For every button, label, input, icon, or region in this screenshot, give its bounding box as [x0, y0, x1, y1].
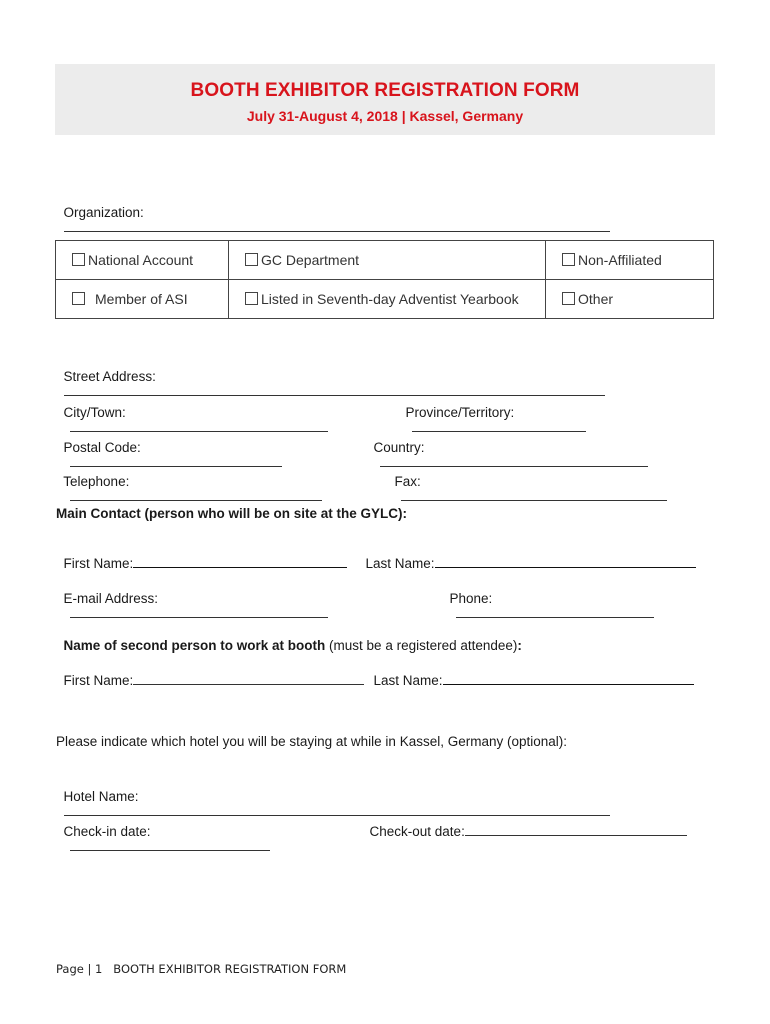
organization-label: Organization:: [63, 205, 144, 220]
checkin-row: [56, 809, 270, 854]
fax-label: Fax:: [394, 474, 421, 489]
telephone-row: [56, 459, 322, 504]
second-last-name-row: [366, 658, 694, 688]
street-address-label: Street Address:: [63, 369, 156, 384]
checkout-label: Check-out date:: [369, 824, 465, 839]
phone-label: Phone:: [449, 591, 493, 606]
email-field[interactable]: [70, 606, 328, 618]
second-first-name-row: [56, 658, 364, 688]
organization-field[interactable]: [64, 220, 610, 232]
hotel-prompt: Please indicate which hotel you will be staying at while in Kassel, Germany (optional):: [56, 734, 568, 749]
category-member-asi[interactable]: Member of ASI: [56, 280, 229, 319]
email-row: [56, 576, 328, 621]
form-header: [55, 64, 715, 135]
city-label: City/Town:: [63, 405, 126, 420]
checkin-label: Check-in date:: [63, 824, 151, 839]
hotel-name-label: Hotel Name:: [63, 789, 139, 804]
second-last-name-field[interactable]: [443, 673, 694, 685]
form-subtitle: July 31-August 4, 2018 | Kassel, Germany: [246, 108, 524, 124]
phone-field[interactable]: [456, 606, 654, 618]
checkbox-icon[interactable]: [72, 253, 85, 266]
page-footer: Page | 1 BOOTH EXHIBITOR REGISTRATION FORM: [56, 962, 347, 976]
fax-field[interactable]: [401, 489, 667, 501]
category-national-account[interactable]: National Account: [56, 241, 229, 280]
fax-row: [387, 459, 667, 504]
second-first-name-label: First Name:: [63, 673, 134, 688]
checkbox-icon[interactable]: [562, 292, 575, 305]
main-contact-heading: Main Contact (person who will be on site at the GYLC):: [56, 506, 408, 521]
email-label: E-mail Address:: [63, 591, 159, 606]
checkbox-icon[interactable]: [245, 292, 258, 305]
main-first-name-row: [56, 541, 347, 571]
phone-row: [442, 576, 654, 621]
checkbox-icon[interactable]: [72, 292, 85, 305]
category-other[interactable]: Other: [546, 280, 714, 319]
postal-label: Postal Code:: [63, 440, 141, 455]
main-last-name-row: [358, 541, 696, 571]
main-first-name-label: First Name:: [63, 556, 134, 571]
organization-row: [56, 190, 610, 235]
second-person-heading: Name of second person to work at booth (must be a registered attendee):: [63, 638, 522, 653]
form-title: BOOTH EXHIBITOR REGISTRATION FORM: [190, 80, 580, 101]
main-last-name-field[interactable]: [435, 556, 696, 568]
category-table: [55, 240, 714, 319]
checkin-field[interactable]: [70, 839, 270, 851]
telephone-field[interactable]: [70, 489, 322, 501]
province-label: Province/Territory:: [405, 405, 515, 420]
main-first-name-field[interactable]: [133, 556, 347, 568]
category-gc-department[interactable]: GC Department: [229, 241, 546, 280]
category-sda-yearbook[interactable]: Listed in Seventh-day Adventist Yearbook: [229, 280, 546, 319]
checkbox-icon[interactable]: [562, 253, 575, 266]
second-last-name-label: Last Name:: [373, 673, 443, 688]
country-label: Country:: [373, 440, 425, 455]
second-first-name-field[interactable]: [133, 673, 364, 685]
category-non-affiliated[interactable]: Non-Affiliated: [546, 241, 714, 280]
telephone-label: Telephone:: [63, 474, 130, 489]
main-last-name-label: Last Name:: [365, 556, 435, 571]
checkout-row: [362, 809, 687, 839]
checkbox-icon[interactable]: [245, 253, 258, 266]
checkout-field[interactable]: [465, 824, 687, 836]
